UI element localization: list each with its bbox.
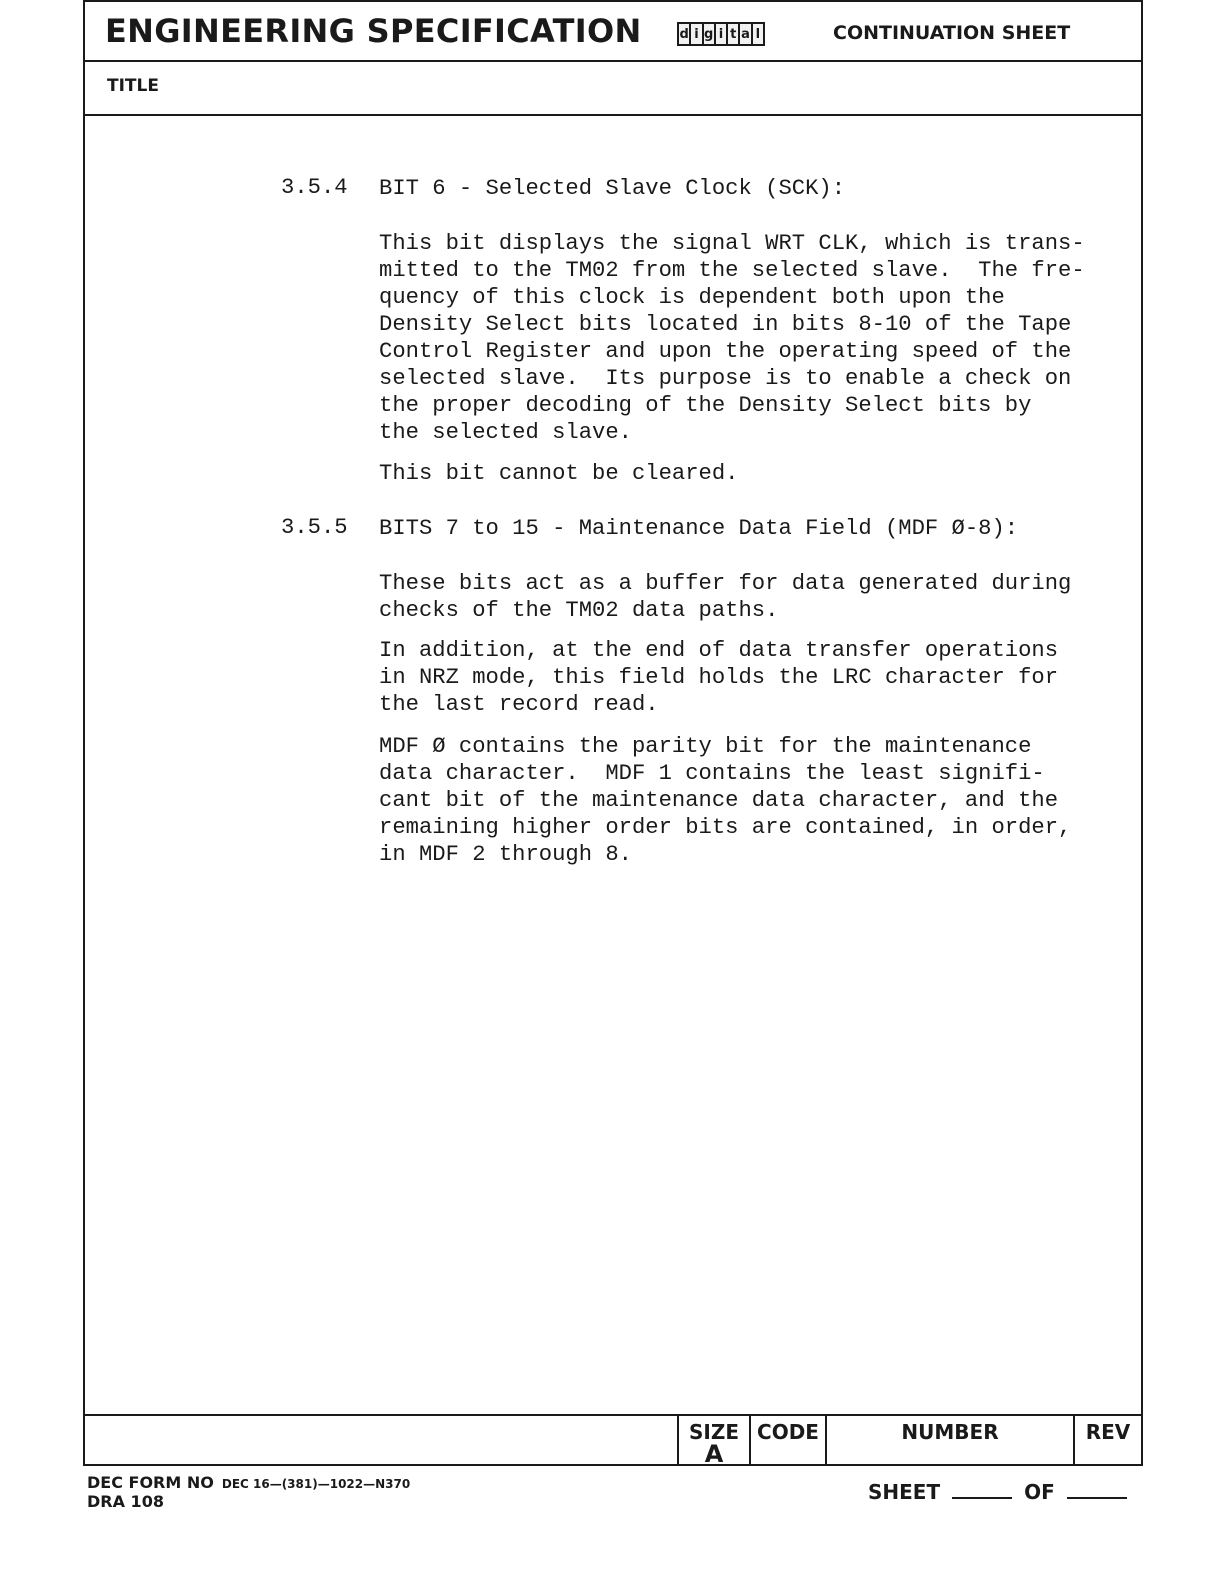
paragraph: This bit displays the signal WRT CLK, which is trans- mitted to the TM02 from the selected slave. The fre- quency of this clock is dependent both upon the Density Select bits located in bits 8-10 of the Tape Control Register and upon the operating speed of the selected slave. Its purpose is to enable a check on the proper decoding of the Density Select bits by the selected slave. bbox=[379, 231, 1085, 445]
logo-letter: g bbox=[704, 24, 714, 44]
spec-title: ENGINEERING SPECIFICATION bbox=[105, 12, 642, 50]
form-no-label: DEC FORM NO bbox=[87, 1473, 214, 1492]
of-label: OF bbox=[1024, 1480, 1055, 1504]
paragraph: In addition, at the end of data transfer operations in NRZ mode, this field holds the LRC character for the last record read. bbox=[379, 638, 1059, 717]
size-label: SIZE bbox=[688, 1420, 739, 1444]
paragraph: MDF Ø contains the parity bit for the maintenance data character. MDF 1 contains the least signifi- cant bit of the maintenance data character, and the remaining higher order bits are contained, in order, in MDF 2 through 8. bbox=[379, 734, 1072, 867]
form-number bbox=[87, 1474, 410, 1511]
number-label: NUMBER bbox=[901, 1420, 999, 1444]
title-label: TITLE bbox=[107, 76, 159, 96]
rev-label: REV bbox=[1085, 1420, 1131, 1444]
paragraph: This bit cannot be cleared. bbox=[379, 461, 739, 486]
size-value: A bbox=[704, 1440, 724, 1468]
footer-row bbox=[85, 1414, 1141, 1466]
logo-letter: t bbox=[728, 24, 738, 44]
logo-letter: a bbox=[740, 24, 750, 44]
of-blank bbox=[1067, 1483, 1127, 1499]
sheet-type: CONTINUATION SHEET bbox=[833, 22, 1071, 44]
section-heading: BIT 6 - Selected Slave Clock (SCK): bbox=[379, 176, 846, 201]
number-cell bbox=[825, 1416, 1073, 1466]
section-number: 3.5.4 bbox=[281, 175, 348, 200]
sheet-of bbox=[868, 1480, 1139, 1504]
digital-logo bbox=[677, 22, 765, 46]
sheet-label: SHEET bbox=[868, 1480, 941, 1504]
logo-letter: d bbox=[679, 24, 689, 44]
size-cell bbox=[677, 1416, 749, 1466]
logo-letter: i bbox=[716, 24, 726, 44]
header-row bbox=[85, 2, 1141, 62]
sheet-blank bbox=[952, 1483, 1012, 1499]
title-row bbox=[85, 62, 1141, 116]
form-dra: DRA 108 bbox=[87, 1492, 164, 1511]
logo-letter: i bbox=[691, 24, 701, 44]
logo-letter: l bbox=[753, 24, 763, 44]
code-label: CODE bbox=[757, 1420, 819, 1444]
section-heading: BITS 7 to 15 - Maintenance Data Field (MDF Ø-8): bbox=[379, 516, 1019, 541]
section-number: 3.5.5 bbox=[281, 515, 348, 540]
code-cell bbox=[749, 1416, 825, 1466]
rev-cell bbox=[1073, 1416, 1141, 1466]
paragraph: These bits act as a buffer for data generated during checks of the TM02 data paths. bbox=[379, 571, 1072, 623]
form-no-value: DEC 16—(381)—1022—N370 bbox=[221, 1477, 411, 1491]
